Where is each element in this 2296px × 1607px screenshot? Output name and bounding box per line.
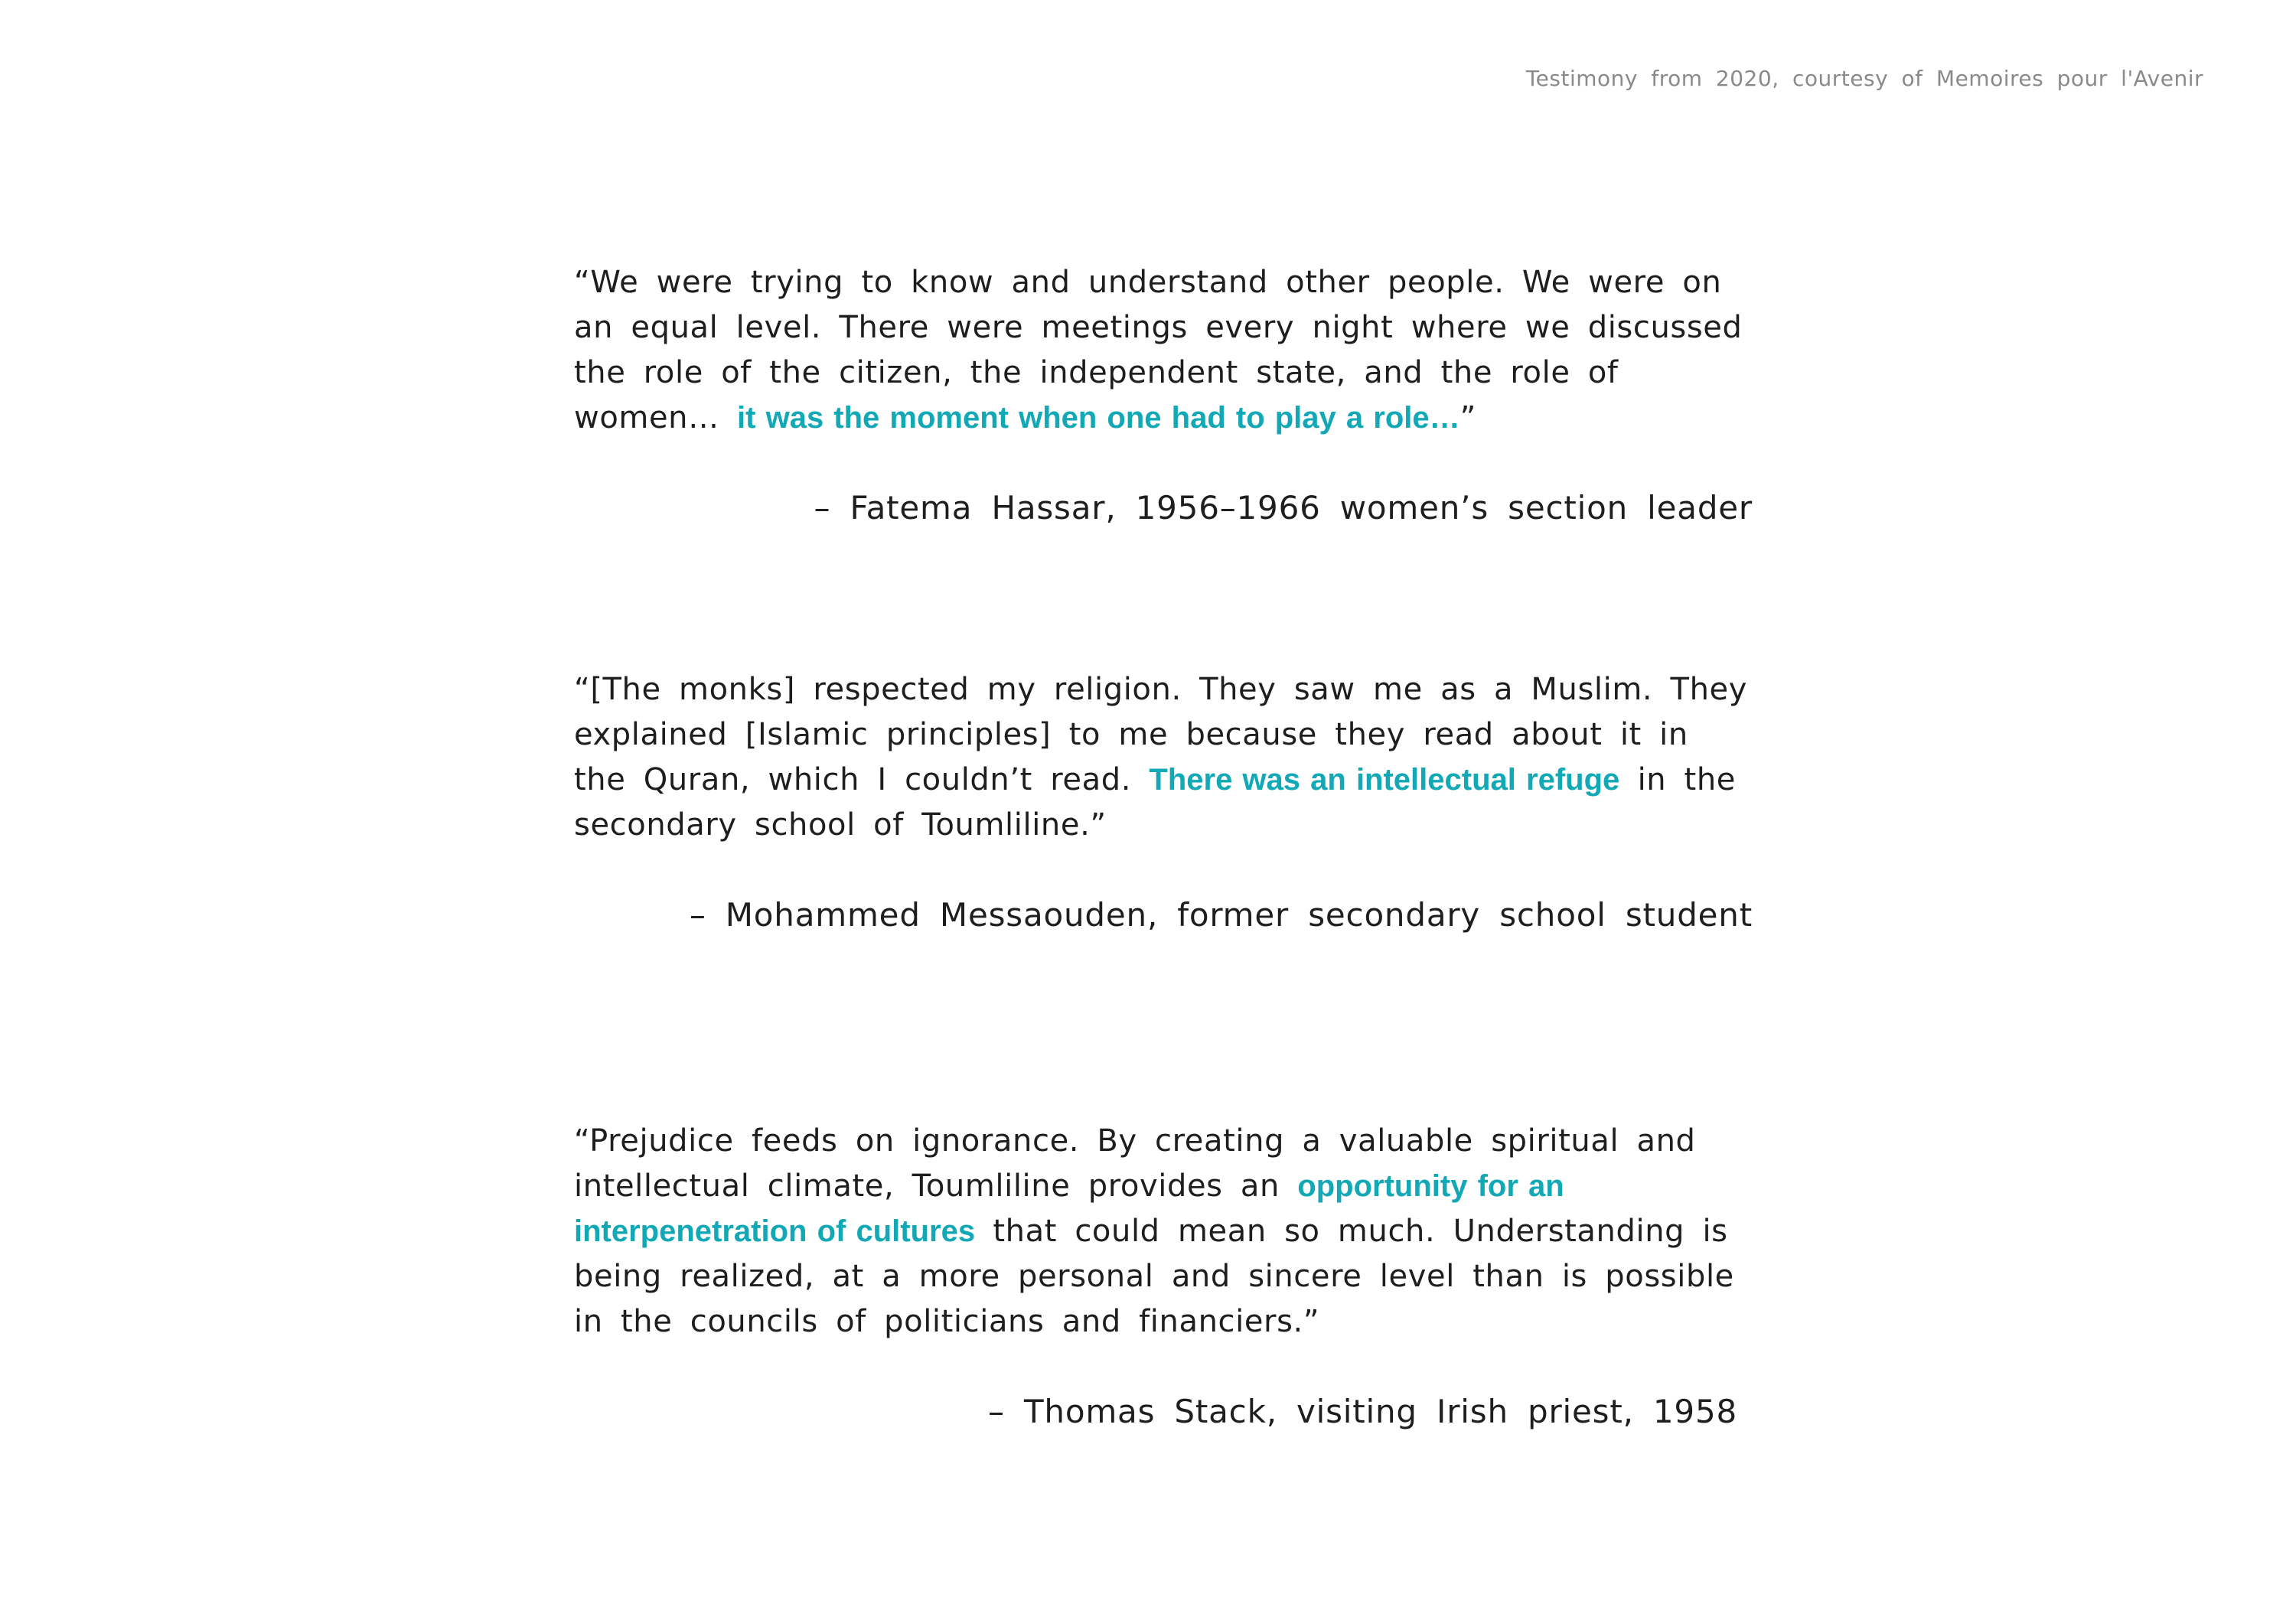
quote-highlight: There was an intellectual refuge — [1149, 763, 1620, 797]
quote-block-stack — [574, 1119, 1737, 1435]
quote-text — [574, 260, 1753, 441]
quote-text-before: “Prejudice feeds on ignorance. By creating a valuable spiritual and intellectual climate, Toumliline provides an — [574, 1123, 1696, 1204]
quote-block-messaouden — [574, 667, 1753, 938]
quote-text-after: that could mean so much. Understanding is being realized, at a more personal and sincere level than is possible in the councils of politicians and financiers.” — [574, 1214, 1734, 1339]
quote-text-before: “We were trying to know and understand other people. We were on an equal level. There were meetings every night where we discussed the role of the citizen, the independent state, and the role of women… — [574, 265, 1743, 435]
testimony-credit: Testimony from 2020, courtesy of Memoires pour l'Avenir — [1525, 66, 2203, 91]
quote-highlight: opportunity for an interpenetration of cultures — [574, 1169, 1564, 1248]
quote-block-hassar — [574, 260, 1753, 531]
quote-attribution: – Thomas Stack, visiting Irish priest, 1958 — [988, 1393, 1737, 1430]
quote-highlight: it was the moment when one had to play a role… — [737, 401, 1460, 435]
quote-attribution: – Mohammed Messaouden, former secondary school student — [689, 896, 1753, 934]
quote-attribution: – Fatema Hassar, 1956–1966 women’s section leader — [814, 489, 1753, 526]
quote-text — [574, 667, 1753, 848]
quote-text — [574, 1119, 1737, 1345]
quote-text-before: “[The monks] respected my religion. They saw me as a Muslim. They explained [Islamic principles] to me because they read about it in the Quran, which I couldn’t read. — [574, 672, 1748, 797]
quote-text-after: ” — [1459, 400, 1476, 435]
quote-text-after: in the secondary school of Toumliline.” — [574, 762, 1736, 843]
